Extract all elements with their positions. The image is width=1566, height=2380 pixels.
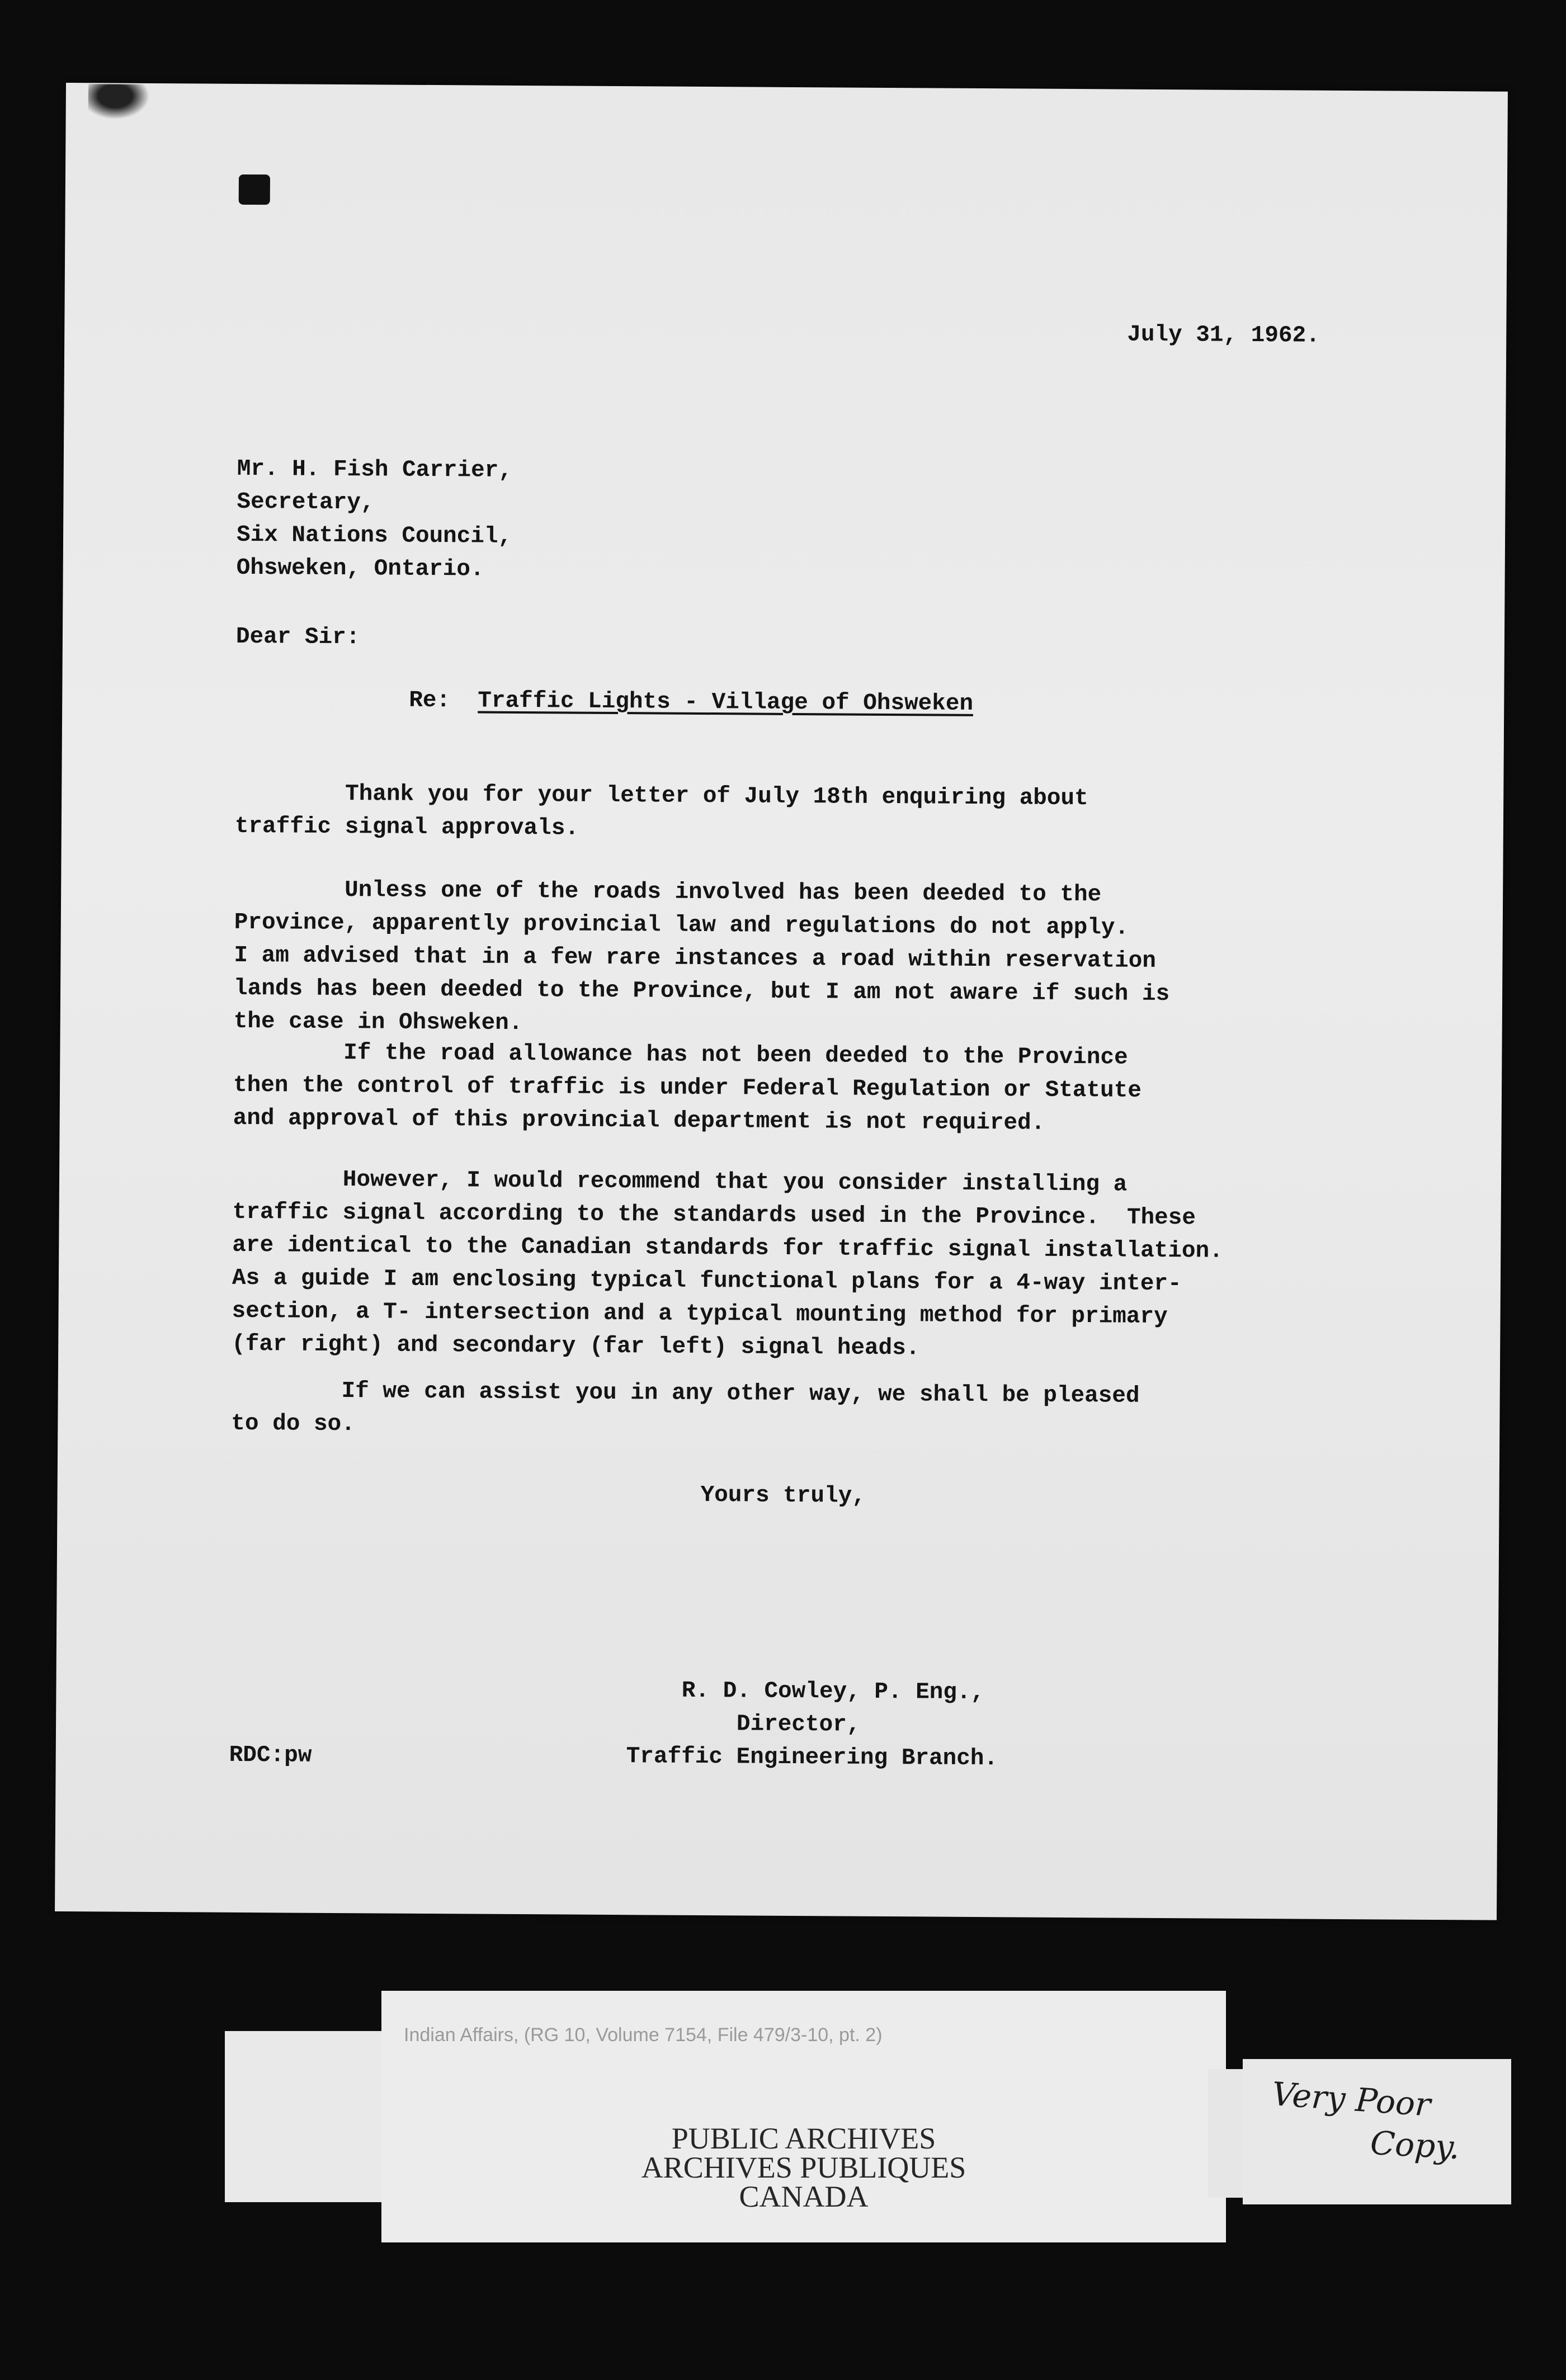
signature-department: Traffic Engineering Branch.	[626, 1744, 998, 1772]
salutation: Dear Sir:	[235, 624, 360, 651]
body-paragraph-5: If we can assist you in any other way, we shall be pleased to do so.	[231, 1377, 1140, 1438]
address-line-location: Ohsweken, Ontario.	[236, 555, 484, 583]
archive-line-french: ARCHIVES PUBLIQUES	[641, 2151, 966, 2184]
archive-stamp	[381, 2124, 1226, 2211]
subject-line	[409, 684, 973, 721]
address-line-title: Secretary,	[237, 489, 375, 516]
signature-title: Director,	[626, 1711, 861, 1738]
re-prefix: Re:	[409, 687, 451, 714]
body-paragraph-3: If the road allowance has not been deeded to the Province then the control of traffic is under Federal Regulation or Statute and approval of this provincial department is not required.	[233, 1039, 1142, 1136]
archive-label-tab-right	[1208, 2069, 1244, 2198]
punch-hole	[239, 174, 270, 205]
subject-text: Traffic Lights - Village of Ohsweken	[478, 688, 974, 717]
address-line-organization: Six Nations Council,	[236, 522, 512, 550]
archive-reference: Indian Affairs, (RG 10, Volume 7154, File 479/3-10, pt. 2)	[404, 2024, 883, 2046]
typist-initials: RDC:pw	[229, 1742, 312, 1769]
note-line-1: Very Poor	[1270, 2075, 1432, 2124]
signature-block	[626, 1674, 998, 1775]
archive-label-tab-left	[225, 2031, 393, 2202]
signature-name: R. D. Cowley, P. Eng.,	[626, 1678, 985, 1706]
letter-page	[55, 83, 1508, 1920]
handwritten-note	[1243, 2059, 1511, 2204]
address-line-name: Mr. H. Fish Carrier,	[237, 456, 513, 484]
body-paragraph-1: Thank you for your letter of July 18th enquiring about traffic signal approvals.	[234, 780, 1088, 842]
note-line-2: Copy.	[1369, 2123, 1461, 2167]
archive-line-country: CANADA	[739, 2180, 869, 2213]
recipient-address	[237, 453, 513, 587]
body-paragraph-4: However, I would recommend that you consider installing a traffic signal according to the standards used in the Province. These are identical to the Canadian standards for traffic signal installation. As a guide I am enclosing typical functional plans for a 4-way inter- section, a T- intersection and a typical mounting method for primary (far right) and secondary (far left) signal heads.	[232, 1166, 1223, 1362]
complimentary-close: Yours truly,	[700, 1482, 866, 1509]
archive-line-english: PUBLIC ARCHIVES	[671, 2122, 936, 2155]
letter-date: July 31, 1962.	[1127, 322, 1320, 349]
body-paragraph-2: Unless one of the roads involved has been deeded to the Province, apparently provincial law and regulations do not apply. I am advised that in a few rare instances a road within reservation lands has been deeded to the Province, but I am not aware if such is the case in Ohsweken.	[233, 876, 1170, 1037]
torn-corner	[88, 84, 155, 124]
archive-label	[381, 1991, 1226, 2242]
